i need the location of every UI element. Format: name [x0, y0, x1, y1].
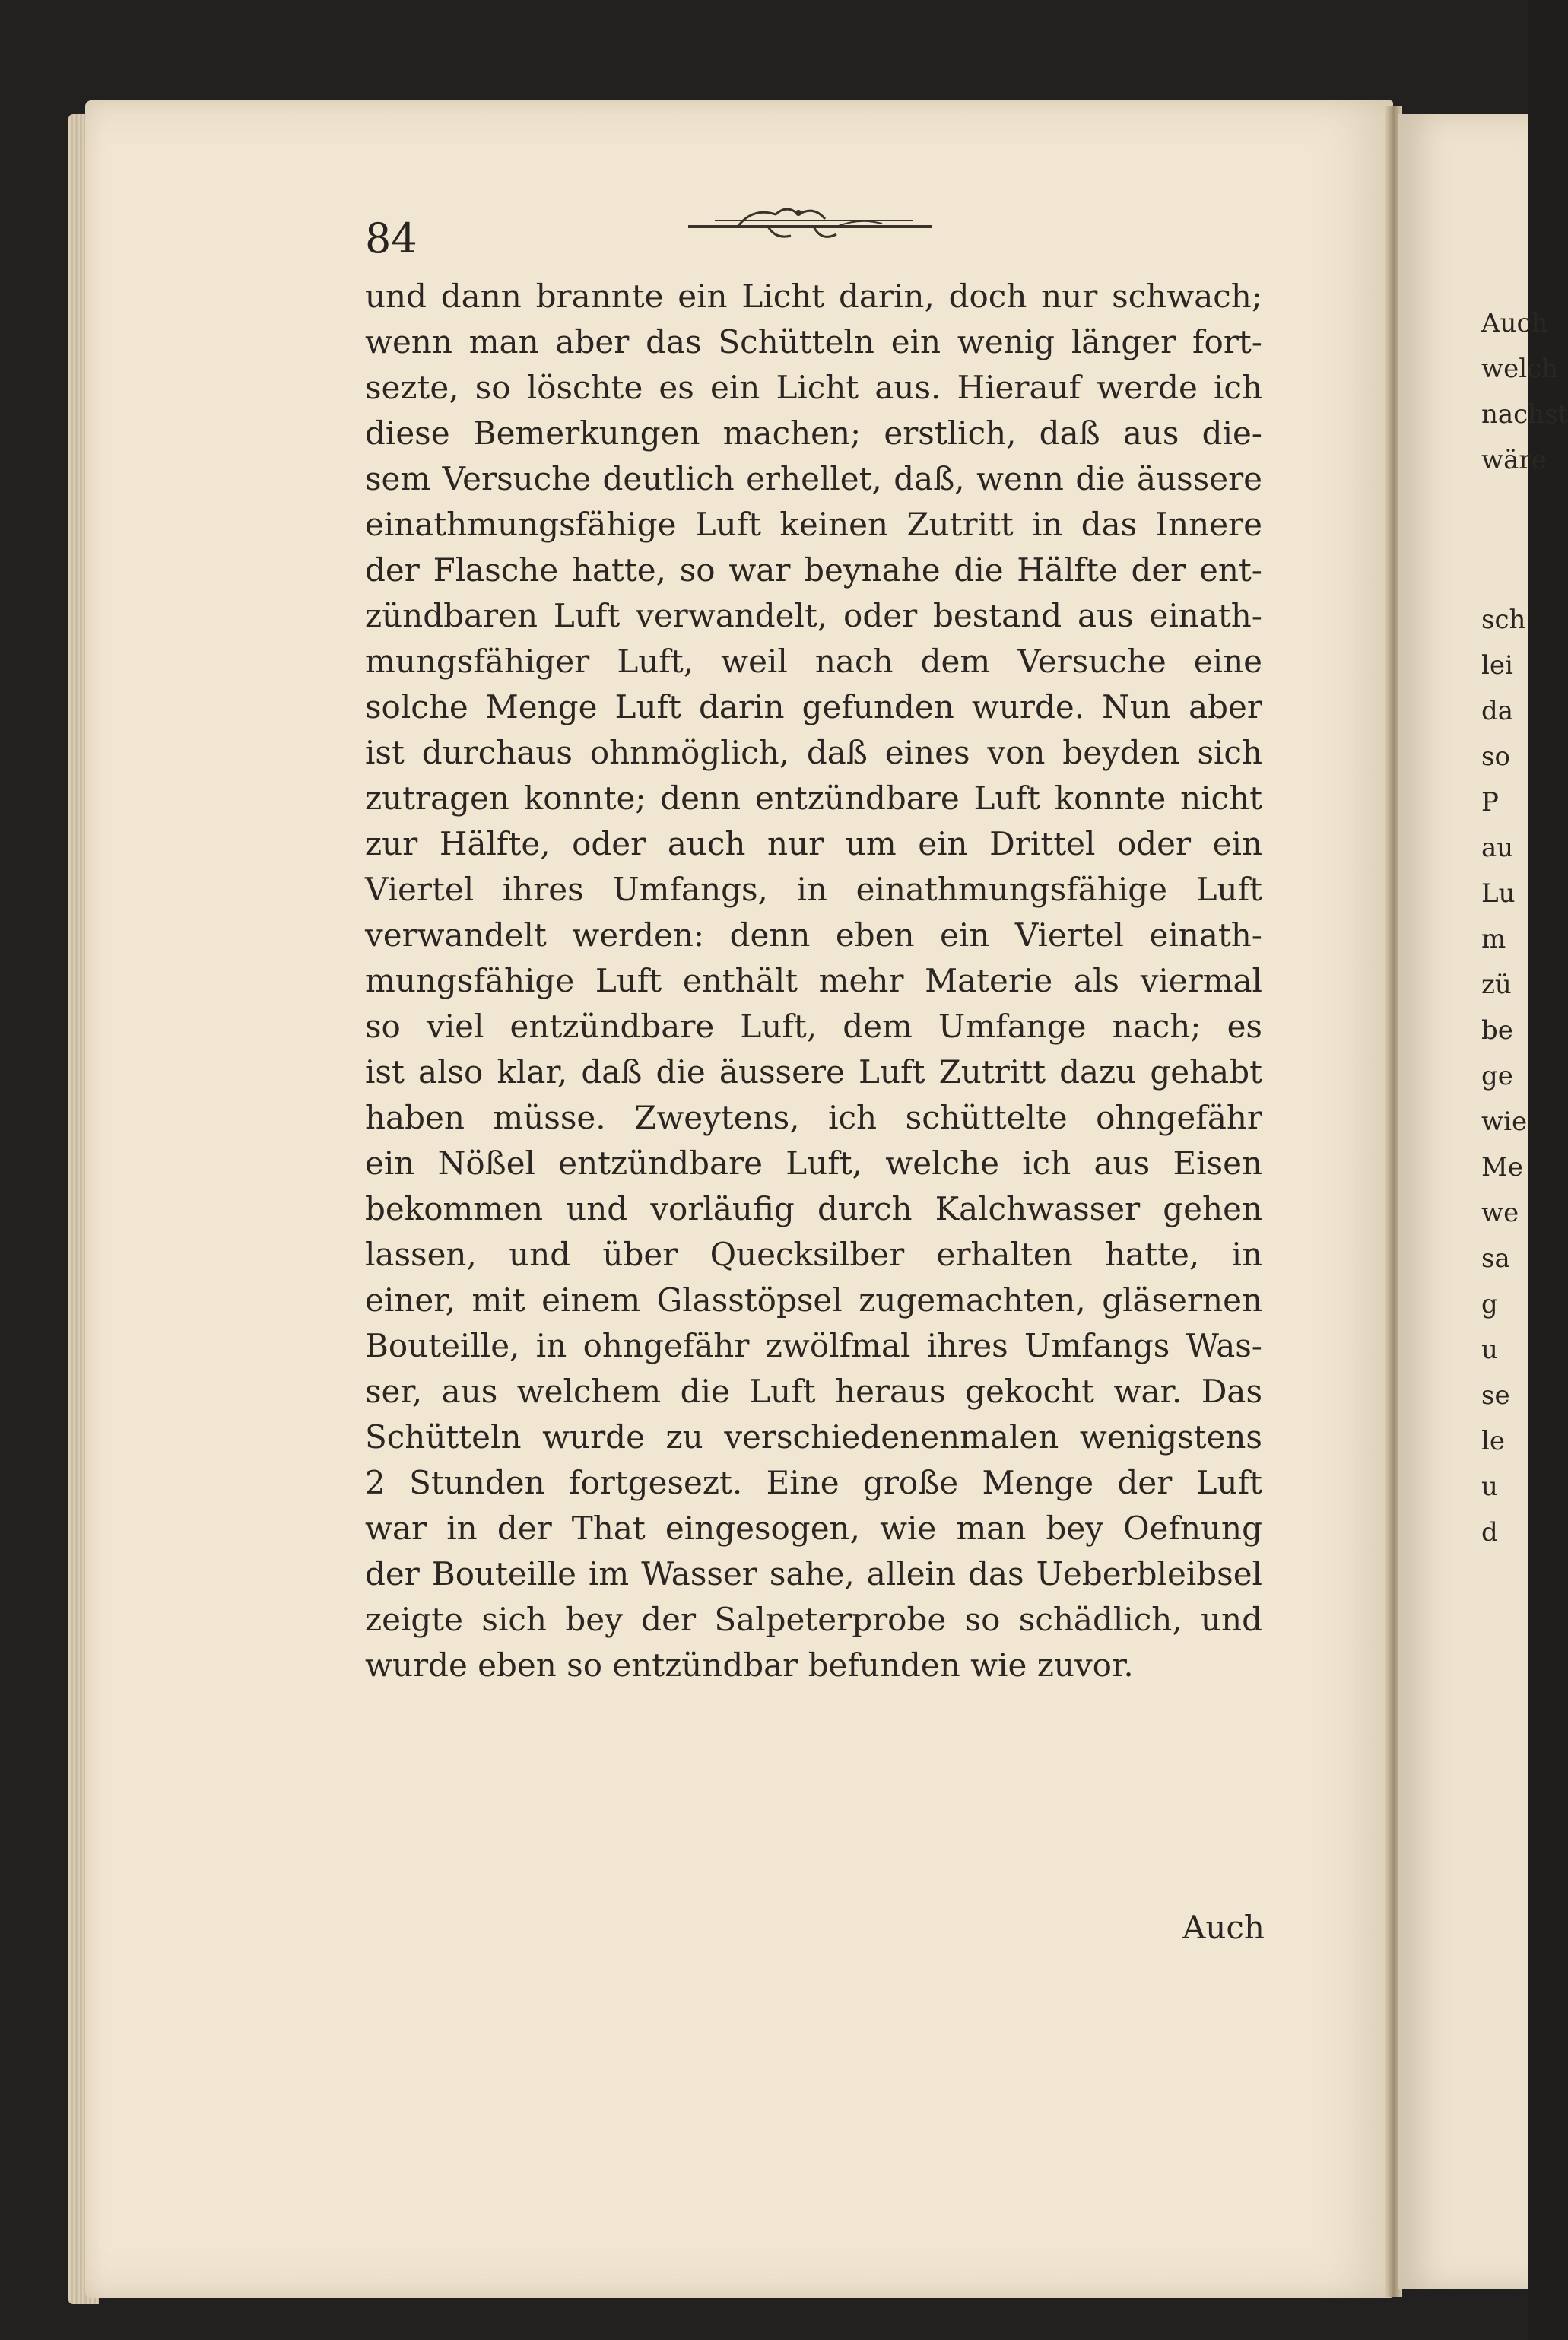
next-page-fragment: m: [1481, 924, 1506, 954]
text-line: einer, mit einem Glasstöpsel zugemachten, gläsernen: [365, 1281, 1262, 1319]
text-line: wurde eben so entzündbar befunden wie zuvor.: [365, 1646, 1134, 1684]
text-line: sezte, so löschte es ein Licht aus. Hierauf werde ich: [365, 369, 1262, 406]
text-line: zündbaren Luft verwandelt, oder bestand aus einath-: [365, 597, 1262, 634]
next-page-fragment: sch: [1481, 605, 1526, 635]
next-page-fragment: welch: [1481, 354, 1559, 384]
text-line: der Flasche hatte, so war beynahe die Hälfte der ent-: [365, 551, 1262, 589]
next-page-fragment: zü: [1481, 970, 1512, 1000]
next-page-fragment: u: [1481, 1472, 1498, 1502]
next-page-fragments: [1481, 300, 1568, 1555]
text-line: haben müsse. Zweytens, ich schüttelte ohngefähr: [365, 1099, 1262, 1136]
text-line: ist also klar, daß die äussere Luft Zutritt dazu gehabt: [365, 1053, 1262, 1091]
text-line: mungsfähiger Luft, weil nach dem Versuche eine: [365, 643, 1262, 680]
next-page-fragment: sa: [1481, 1243, 1510, 1274]
text-line: zeigte sich bey der Salpeterprobe so schädlich, und: [365, 1601, 1262, 1638]
next-page-fragment: g: [1481, 1289, 1498, 1319]
body-text: [365, 274, 1262, 1688]
next-page-fragment: ge: [1481, 1061, 1513, 1091]
next-page-fragment: [1481, 483, 1527, 597]
text-line: verwandelt werden: denn eben ein Viertel einath-: [365, 916, 1262, 954]
next-page-fragment: Me: [1481, 1152, 1523, 1183]
catchword: Auch: [1182, 1909, 1265, 1946]
next-page-fragment: u: [1481, 1335, 1498, 1365]
text-line: ser, aus welchem die Luft heraus gekocht war. Das: [365, 1373, 1262, 1410]
text-line: war in der That eingesogen, wie man bey Oefnung: [365, 1510, 1262, 1547]
next-page-fragment: se: [1481, 1380, 1510, 1411]
text-line: 2 Stunden fortgesezt. Eine große Menge der Luft: [365, 1464, 1262, 1501]
text-line: sem Versuche deutlich erhellet, daß, wenn die äussere: [365, 460, 1262, 497]
next-page-fragment: Lu: [1481, 878, 1516, 909]
next-page-fragment: lei: [1481, 650, 1513, 681]
text-line: Schütteln wurde zu verschiedenenmalen wenigstens: [365, 1418, 1262, 1456]
text-line: zur Hälfte, oder auch nur um ein Drittel oder ein: [365, 825, 1262, 862]
next-page-fragment: wäre: [1481, 445, 1547, 475]
text-line: so viel entzündbare Luft, dem Umfange nach; es: [365, 1008, 1262, 1045]
next-page-fragment: da: [1481, 696, 1514, 726]
text-line: ein Nößel entzündbare Luft, welche ich aus Eisen: [365, 1145, 1262, 1182]
next-page-fragment: le: [1481, 1426, 1505, 1456]
text-line: und dann brannte ein Licht darin, doch nur schwach;: [365, 278, 1262, 315]
text-line: einathmungsfähige Luft keinen Zutritt in das Innere: [365, 506, 1262, 543]
text-line: zutragen konnte; denn entzündbare Luft konnte nicht: [365, 779, 1262, 817]
next-page-fragment: wie: [1481, 1106, 1528, 1137]
header-ornament-icon: [684, 198, 935, 251]
text-line: bekommen und vorläufig durch Kalchwasser gehen: [365, 1190, 1262, 1227]
next-page-fragment: d: [1481, 1517, 1498, 1548]
next-page-fragment: be: [1481, 1015, 1513, 1046]
next-page-fragment: P: [1481, 787, 1499, 818]
text-line: diese Bemerkungen machen; erstlich, daß aus die-: [365, 414, 1262, 452]
text-line: Bouteille, in ohngefähr zwölfmal ihres Umfangs Was-: [365, 1327, 1262, 1364]
page-number: 84: [365, 214, 417, 262]
text-line: mungsfähige Luft enthält mehr Materie als viermal: [365, 962, 1262, 999]
text-line: wenn man aber das Schütteln ein wenig länger fort-: [365, 323, 1262, 360]
next-page-fragment: so: [1481, 741, 1510, 772]
text-line: der Bouteille im Wasser sahe, allein das Ueberbleibsel: [365, 1555, 1262, 1592]
next-page-fragment: we: [1481, 1198, 1519, 1228]
text-line: lassen, und über Quecksilber erhalten hatte, in: [365, 1236, 1262, 1273]
next-page-fragment: Auch: [1481, 308, 1548, 338]
text-line: Viertel ihres Umfangs, in einathmungsfähige Luft: [365, 871, 1262, 908]
text-line: solche Menge Luft darin gefunden wurde. Nun aber: [365, 688, 1262, 725]
next-page-fragment: au: [1481, 833, 1514, 863]
next-page-fragment: nachst: [1481, 399, 1568, 430]
text-line: ist durchaus ohnmöglich, daß eines von beyden sich: [365, 734, 1262, 771]
